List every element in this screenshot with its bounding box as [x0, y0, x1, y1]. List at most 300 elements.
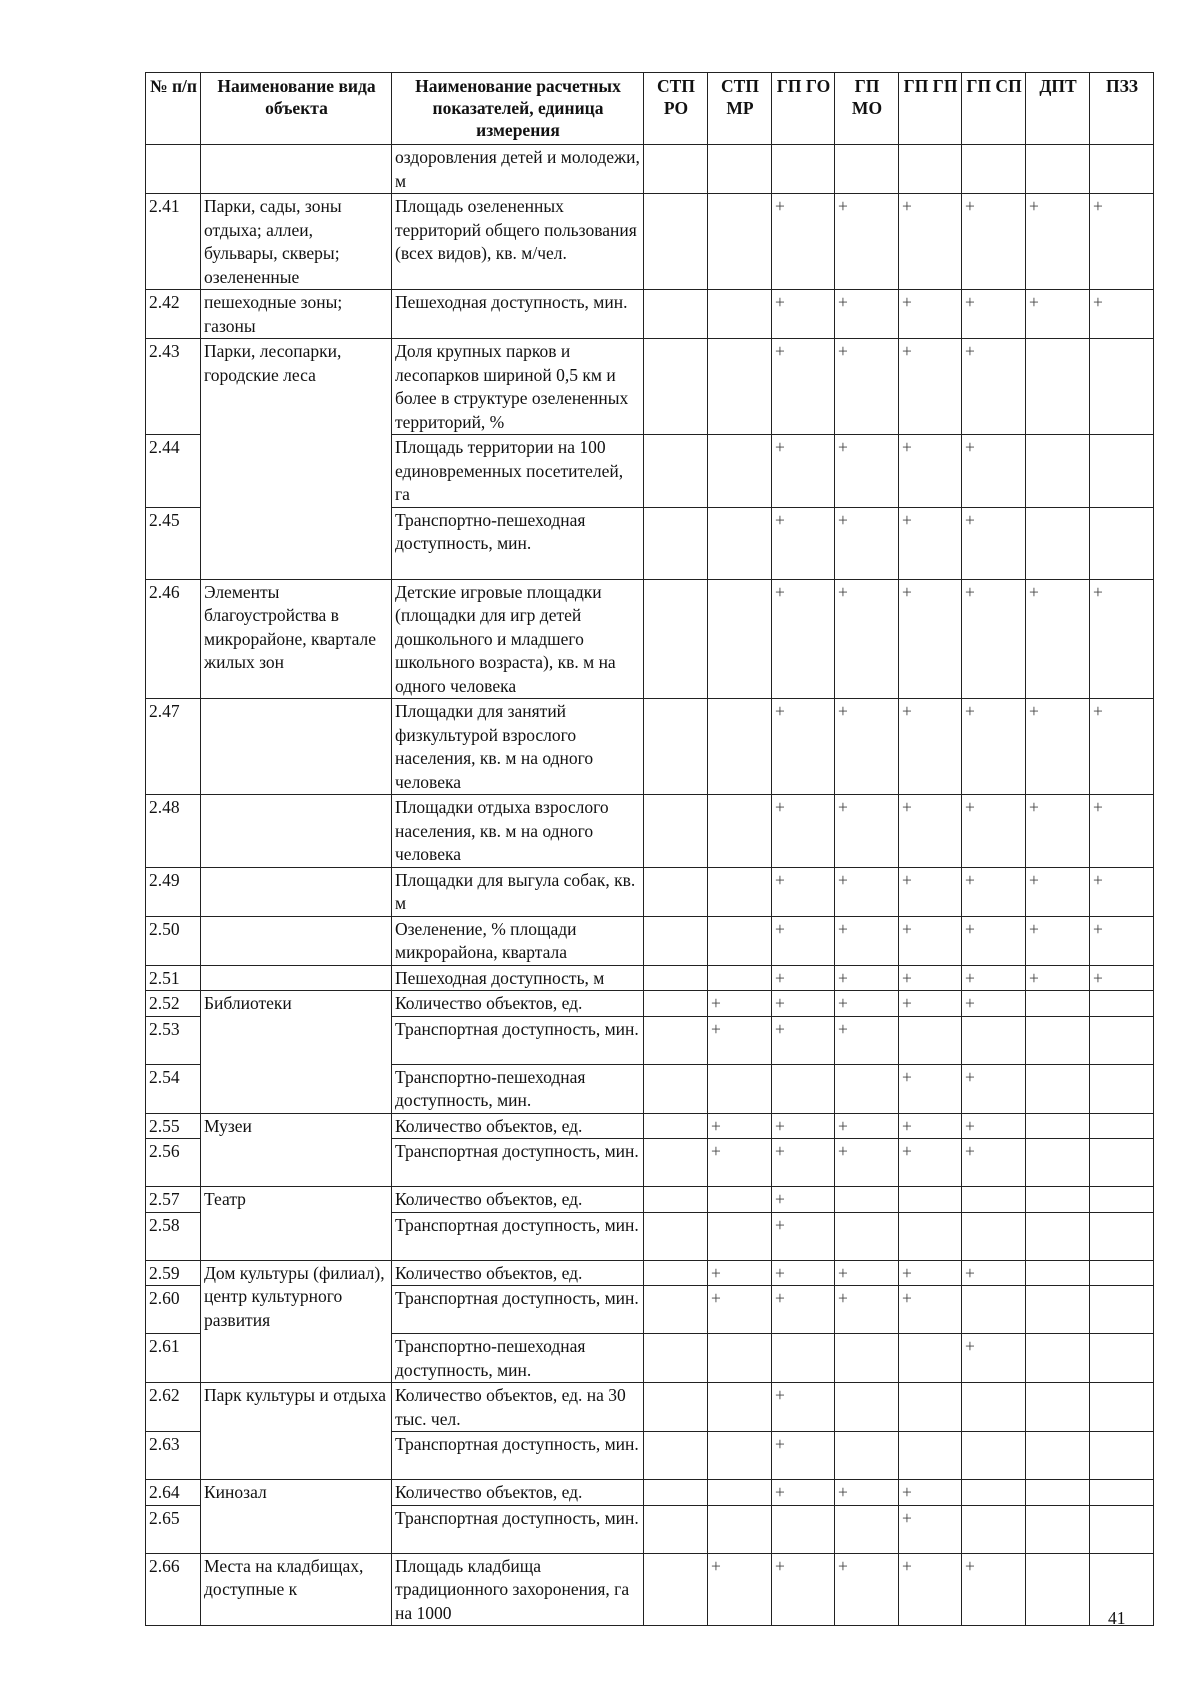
- applicability-mark: [899, 145, 962, 194]
- applicability-mark: +: [772, 339, 835, 435]
- table-row: [146, 194, 1154, 290]
- table-row: [146, 965, 1154, 991]
- applicability-mark: +: [962, 867, 1026, 916]
- applicability-mark: +: [835, 1286, 899, 1334]
- table-row: [146, 867, 1154, 916]
- indicator: Площадки для занятий физкультурой взрослого населения, кв. м на одного человека: [392, 699, 644, 795]
- applicability-mark: +: [835, 867, 899, 916]
- applicability-mark: [644, 1286, 708, 1334]
- applicability-mark: [644, 699, 708, 795]
- applicability-mark: +: [772, 1432, 835, 1480]
- applicability-mark: +: [772, 1383, 835, 1432]
- table-row: [146, 1113, 1154, 1139]
- applicability-mark: +: [708, 1286, 772, 1334]
- applicability-mark: +: [962, 290, 1026, 339]
- indicator: Доля крупных парков и лесопарков шириной 0,5 км и более в структуре озелененных территорий, %: [392, 339, 644, 435]
- applicability-mark: +: [899, 991, 962, 1017]
- applicability-mark: +: [772, 1286, 835, 1334]
- applicability-mark: [1090, 435, 1154, 508]
- applicability-mark: [708, 1432, 772, 1480]
- applicability-mark: +: [835, 991, 899, 1017]
- row-number: 2.55: [146, 1113, 201, 1139]
- applicability-mark: +: [1090, 194, 1154, 290]
- applicability-mark: [708, 145, 772, 194]
- applicability-mark: [962, 145, 1026, 194]
- row-number: 2.53: [146, 1016, 201, 1064]
- applicability-mark: [644, 507, 708, 579]
- applicability-mark: +: [962, 507, 1026, 579]
- applicability-mark: [1090, 1432, 1154, 1480]
- applicability-mark: [644, 1383, 708, 1432]
- applicability-mark: [835, 145, 899, 194]
- object-kind: Парки, сады, зоны отдыха; аллеи, бульвары, скверы; озелененные: [201, 194, 392, 290]
- header-object-kind: Наименование вида объекта: [201, 73, 392, 145]
- table-row: [146, 1260, 1154, 1286]
- applicability-mark: +: [772, 965, 835, 991]
- indicator: Транспортная доступность, мин.: [392, 1286, 644, 1334]
- applicability-mark: +: [899, 795, 962, 868]
- indicator: Транспортно-пешеходная доступность, мин.: [392, 507, 644, 579]
- applicability-mark: +: [1026, 579, 1090, 699]
- applicability-mark: [708, 1064, 772, 1113]
- row-number: 2.56: [146, 1139, 201, 1187]
- applicability-mark: +: [899, 1113, 962, 1139]
- applicability-mark: +: [708, 991, 772, 1017]
- applicability-mark: +: [835, 1260, 899, 1286]
- applicability-mark: [644, 1553, 708, 1626]
- applicability-mark: [835, 1505, 899, 1553]
- applicability-mark: [1026, 1064, 1090, 1113]
- object-kind: [201, 916, 392, 965]
- applicability-mark: [962, 1480, 1026, 1506]
- indicator: Количество объектов, ед.: [392, 1260, 644, 1286]
- applicability-mark: [708, 507, 772, 579]
- row-number: 2.44: [146, 435, 201, 508]
- applicability-mark: [1026, 145, 1090, 194]
- applicability-mark: [1026, 1113, 1090, 1139]
- applicability-mark: [835, 1064, 899, 1113]
- object-kind: Библиотеки: [201, 991, 392, 1114]
- applicability-mark: +: [772, 1016, 835, 1064]
- applicability-mark: +: [835, 1113, 899, 1139]
- indicator: Детские игровые площадки (площадки для игр детей дошкольного и младшего школьного возраста), кв. м на одного человека: [392, 579, 644, 699]
- applicability-mark: [644, 795, 708, 868]
- object-kind: [201, 965, 392, 991]
- applicability-mark: +: [962, 1064, 1026, 1113]
- applicability-mark: [772, 145, 835, 194]
- row-number: 2.57: [146, 1187, 201, 1213]
- applicability-mark: [708, 916, 772, 965]
- applicability-mark: +: [835, 579, 899, 699]
- applicability-mark: [1090, 1187, 1154, 1213]
- applicability-mark: [1026, 1139, 1090, 1187]
- header-col-gp-sp: ГП СП: [962, 73, 1026, 145]
- applicability-mark: +: [708, 1139, 772, 1187]
- applicability-mark: +: [962, 194, 1026, 290]
- applicability-mark: [962, 1286, 1026, 1334]
- applicability-mark: +: [1090, 579, 1154, 699]
- applicability-mark: +: [772, 1480, 835, 1506]
- applicability-mark: [1090, 1334, 1154, 1383]
- indicator: Количество объектов, ед.: [392, 1480, 644, 1506]
- row-number: 2.58: [146, 1212, 201, 1260]
- applicability-mark: [644, 579, 708, 699]
- applicability-mark: +: [708, 1113, 772, 1139]
- indicator: Озеленение, % площади микрорайона, квартала: [392, 916, 644, 965]
- applicability-mark: +: [899, 965, 962, 991]
- applicability-mark: [1026, 1016, 1090, 1064]
- applicability-mark: +: [835, 435, 899, 508]
- applicability-mark: [1090, 1139, 1154, 1187]
- applicability-mark: [772, 1505, 835, 1553]
- indicator: Количество объектов, ед.: [392, 1113, 644, 1139]
- applicability-mark: +: [835, 699, 899, 795]
- header-col-gp-gp: ГП ГП: [899, 73, 962, 145]
- object-kind: Дом культуры (филиал), центр культурного развития: [201, 1260, 392, 1383]
- applicability-mark: +: [835, 194, 899, 290]
- applicability-mark: [708, 1480, 772, 1506]
- applicability-mark: [708, 290, 772, 339]
- applicability-mark: [644, 339, 708, 435]
- applicability-mark: +: [899, 290, 962, 339]
- applicability-mark: [708, 1187, 772, 1213]
- applicability-mark: [1090, 1016, 1154, 1064]
- applicability-mark: +: [835, 339, 899, 435]
- applicability-mark: +: [899, 1505, 962, 1553]
- applicability-mark: +: [835, 1016, 899, 1064]
- applicability-mark: +: [835, 1139, 899, 1187]
- indicator: Пешеходная доступность, мин.: [392, 290, 644, 339]
- applicability-mark: [1090, 507, 1154, 579]
- header-col-str-ro: СТП РО: [644, 73, 708, 145]
- applicability-mark: [644, 1432, 708, 1480]
- applicability-mark: [708, 1505, 772, 1553]
- row-number: 2.64: [146, 1480, 201, 1506]
- applicability-mark: [899, 1016, 962, 1064]
- applicability-mark: +: [772, 1139, 835, 1187]
- applicability-mark: +: [899, 1064, 962, 1113]
- indicator: Транспортно-пешеходная доступность, мин.: [392, 1064, 644, 1113]
- table-row: [146, 1480, 1154, 1506]
- row-number: 2.41: [146, 194, 201, 290]
- applicability-mark: +: [772, 1553, 835, 1626]
- applicability-mark: [1090, 1286, 1154, 1334]
- page-number: 41: [1108, 1608, 1126, 1628]
- indicator: Транспортная доступность, мин.: [392, 1139, 644, 1187]
- applicability-mark: [708, 867, 772, 916]
- row-number: 2.47: [146, 699, 201, 795]
- applicability-mark: +: [1090, 965, 1154, 991]
- indicator: Транспортная доступность, мин.: [392, 1432, 644, 1480]
- table-row: [146, 916, 1154, 965]
- applicability-mark: [835, 1432, 899, 1480]
- object-kind: [201, 795, 392, 868]
- applicability-mark: +: [772, 1260, 835, 1286]
- indicator: Количество объектов, ед. на 30 тыс. чел.: [392, 1383, 644, 1432]
- applicability-mark: +: [899, 339, 962, 435]
- applicability-mark: [962, 1187, 1026, 1213]
- applicability-mark: [708, 795, 772, 868]
- applicability-mark: [962, 1432, 1026, 1480]
- header-col-dpt: ДПТ: [1026, 73, 1090, 145]
- table-row: [146, 579, 1154, 699]
- applicability-mark: +: [835, 290, 899, 339]
- applicability-mark: +: [962, 435, 1026, 508]
- applicability-mark: [835, 1383, 899, 1432]
- applicability-mark: [772, 1334, 835, 1383]
- applicability-mark: +: [962, 579, 1026, 699]
- table-row: [146, 1553, 1154, 1626]
- applicability-mark: [1026, 1553, 1090, 1626]
- row-number: 2.63: [146, 1432, 201, 1480]
- applicability-mark: [899, 1432, 962, 1480]
- table-row: [146, 795, 1154, 868]
- applicability-mark: +: [772, 1113, 835, 1139]
- applicability-mark: +: [708, 1553, 772, 1626]
- applicability-mark: [962, 1212, 1026, 1260]
- row-number: 2.49: [146, 867, 201, 916]
- row-number: 2.60: [146, 1286, 201, 1334]
- applicability-mark: [644, 991, 708, 1017]
- applicability-mark: +: [772, 991, 835, 1017]
- applicability-mark: [835, 1212, 899, 1260]
- indicator: Площадь озелененных территорий общего пользования (всех видов), кв. м/чел.: [392, 194, 644, 290]
- indicator: Количество объектов, ед.: [392, 991, 644, 1017]
- table-row: [146, 1383, 1154, 1432]
- applicability-mark: +: [1026, 916, 1090, 965]
- row-number: 2.54: [146, 1064, 201, 1113]
- applicability-mark: [708, 1212, 772, 1260]
- applicability-mark: +: [899, 1480, 962, 1506]
- applicability-mark: [644, 965, 708, 991]
- indicator: Площадки для выгула собак, кв. м: [392, 867, 644, 916]
- object-kind: Парк культуры и отдыха: [201, 1383, 392, 1480]
- applicability-mark: +: [708, 1260, 772, 1286]
- applicability-mark: [1026, 1260, 1090, 1286]
- object-kind: Места на кладбищах, доступные к: [201, 1553, 392, 1626]
- object-kind: Кинозал: [201, 1480, 392, 1554]
- object-kind: [201, 867, 392, 916]
- applicability-mark: [1026, 1432, 1090, 1480]
- applicability-mark: +: [899, 1286, 962, 1334]
- applicability-mark: [644, 1187, 708, 1213]
- applicability-mark: [1090, 1113, 1154, 1139]
- table-row: [146, 290, 1154, 339]
- applicability-mark: [835, 1187, 899, 1213]
- applicability-mark: [1026, 1212, 1090, 1260]
- applicability-mark: +: [835, 1553, 899, 1626]
- applicability-mark: +: [1090, 867, 1154, 916]
- applicability-mark: +: [1090, 795, 1154, 868]
- applicability-mark: +: [772, 795, 835, 868]
- indicator: Площадь территории на 100 единовременных посетителей, га: [392, 435, 644, 508]
- applicability-mark: +: [962, 1334, 1026, 1383]
- applicability-mark: +: [835, 916, 899, 965]
- applicability-mark: +: [1026, 699, 1090, 795]
- object-kind: Музеи: [201, 1113, 392, 1187]
- table-row: [146, 339, 1154, 435]
- indicator: Пешеходная доступность, м: [392, 965, 644, 991]
- applicability-mark: +: [962, 1260, 1026, 1286]
- applicability-mark: [1026, 1286, 1090, 1334]
- applicability-mark: [772, 1064, 835, 1113]
- applicability-mark: +: [772, 916, 835, 965]
- applicability-mark: +: [899, 579, 962, 699]
- applicability-mark: [644, 1016, 708, 1064]
- object-kind: Парки, лесопарки, городские леса: [201, 339, 392, 580]
- applicability-mark: [708, 965, 772, 991]
- applicability-mark: +: [1026, 965, 1090, 991]
- applicability-mark: +: [772, 579, 835, 699]
- row-number: [146, 145, 201, 194]
- applicability-mark: +: [1090, 290, 1154, 339]
- applicability-mark: +: [899, 916, 962, 965]
- row-number: 2.50: [146, 916, 201, 965]
- table-row: [146, 991, 1154, 1017]
- applicability-mark: [1090, 1260, 1154, 1286]
- applicability-mark: +: [899, 507, 962, 579]
- applicability-mark: [644, 916, 708, 965]
- applicability-mark: +: [772, 1187, 835, 1213]
- row-number: 2.66: [146, 1553, 201, 1626]
- applicability-mark: [1090, 145, 1154, 194]
- applicability-mark: [1026, 507, 1090, 579]
- applicability-mark: +: [772, 507, 835, 579]
- indicator: Транспортно-пешеходная доступность, мин.: [392, 1334, 644, 1383]
- applicability-mark: [708, 579, 772, 699]
- applicability-mark: [708, 194, 772, 290]
- applicability-mark: [962, 1016, 1026, 1064]
- applicability-mark: +: [899, 1139, 962, 1187]
- applicability-mark: [899, 1334, 962, 1383]
- applicability-mark: +: [962, 795, 1026, 868]
- applicability-mark: +: [962, 1139, 1026, 1187]
- row-number: 2.61: [146, 1334, 201, 1383]
- applicability-mark: [708, 339, 772, 435]
- header-num: № п/п: [146, 73, 201, 145]
- applicability-mark: +: [835, 507, 899, 579]
- applicability-mark: +: [1090, 916, 1154, 965]
- applicability-mark: [644, 435, 708, 508]
- applicability-mark: [1090, 991, 1154, 1017]
- applicability-mark: [644, 145, 708, 194]
- applicability-mark: +: [962, 1113, 1026, 1139]
- table-row: [146, 699, 1154, 795]
- applicability-mark: [1026, 991, 1090, 1017]
- applicability-mark: +: [1026, 795, 1090, 868]
- applicability-mark: [644, 1139, 708, 1187]
- applicability-mark: [644, 1480, 708, 1506]
- applicability-mark: +: [772, 699, 835, 795]
- applicability-mark: +: [1026, 194, 1090, 290]
- applicability-mark: +: [899, 435, 962, 508]
- applicability-mark: +: [835, 1480, 899, 1506]
- row-number: 2.45: [146, 507, 201, 579]
- object-kind: Элементы благоустройства в микрорайоне, квартале жилых зон: [201, 579, 392, 699]
- indicator: Транспортная доступность, мин.: [392, 1212, 644, 1260]
- row-number: 2.65: [146, 1505, 201, 1553]
- applicability-mark: [962, 1383, 1026, 1432]
- applicability-mark: [644, 1260, 708, 1286]
- applicability-mark: +: [708, 1016, 772, 1064]
- object-kind: [201, 699, 392, 795]
- applicability-mark: [708, 1334, 772, 1383]
- indicator: оздоровления детей и молодежи, м: [392, 145, 644, 194]
- applicability-mark: [708, 1383, 772, 1432]
- applicability-mark: [1090, 1505, 1154, 1553]
- header-col-gp-go: ГП ГО: [772, 73, 835, 145]
- applicability-mark: [644, 1505, 708, 1553]
- object-kind: пешеходные зоны; газоны: [201, 290, 392, 339]
- applicability-mark: +: [1090, 699, 1154, 795]
- applicability-mark: [1026, 435, 1090, 508]
- applicability-mark: +: [899, 699, 962, 795]
- applicability-mark: [1090, 1480, 1154, 1506]
- indicator: Транспортная доступность, мин.: [392, 1505, 644, 1553]
- applicability-mark: +: [1026, 867, 1090, 916]
- table-row: [146, 1187, 1154, 1213]
- applicability-mark: [1026, 1187, 1090, 1213]
- applicability-mark: +: [772, 290, 835, 339]
- applicability-mark: [708, 435, 772, 508]
- table-row: [146, 145, 1154, 194]
- applicability-mark: +: [772, 867, 835, 916]
- header-col-gp-mo: ГП МО: [835, 73, 899, 145]
- standards-table: [145, 72, 1154, 1626]
- row-number: 2.48: [146, 795, 201, 868]
- applicability-mark: +: [962, 916, 1026, 965]
- applicability-mark: [1026, 1480, 1090, 1506]
- applicability-mark: +: [835, 965, 899, 991]
- applicability-mark: +: [962, 1553, 1026, 1626]
- applicability-mark: +: [772, 435, 835, 508]
- applicability-mark: [644, 867, 708, 916]
- row-number: 2.59: [146, 1260, 201, 1286]
- applicability-mark: +: [899, 1260, 962, 1286]
- applicability-mark: +: [962, 965, 1026, 991]
- indicator: Количество объектов, ед.: [392, 1187, 644, 1213]
- applicability-mark: [644, 290, 708, 339]
- applicability-mark: [1090, 1212, 1154, 1260]
- applicability-mark: [1026, 1383, 1090, 1432]
- applicability-mark: [899, 1212, 962, 1260]
- indicator: Площадки отдыха взрослого населения, кв. м на одного человека: [392, 795, 644, 868]
- row-number: 2.51: [146, 965, 201, 991]
- applicability-mark: +: [899, 1553, 962, 1626]
- object-kind: Театр: [201, 1187, 392, 1261]
- applicability-mark: +: [1026, 290, 1090, 339]
- applicability-mark: +: [835, 795, 899, 868]
- row-number: 2.52: [146, 991, 201, 1017]
- applicability-mark: [644, 1334, 708, 1383]
- header-col-pzz: ПЗЗ: [1090, 73, 1154, 145]
- indicator: Площадь кладбища традиционного захоронения, га на 1000: [392, 1553, 644, 1626]
- applicability-mark: [1090, 1383, 1154, 1432]
- row-number: 2.43: [146, 339, 201, 435]
- applicability-mark: +: [962, 339, 1026, 435]
- applicability-mark: [1026, 339, 1090, 435]
- applicability-mark: [644, 194, 708, 290]
- applicability-mark: +: [772, 1212, 835, 1260]
- applicability-mark: +: [899, 867, 962, 916]
- header-col-stp-mr: СТП МР: [708, 73, 772, 145]
- applicability-mark: [1090, 1064, 1154, 1113]
- applicability-mark: +: [899, 194, 962, 290]
- applicability-mark: +: [962, 699, 1026, 795]
- applicability-mark: [1090, 339, 1154, 435]
- row-number: 2.42: [146, 290, 201, 339]
- row-number: 2.46: [146, 579, 201, 699]
